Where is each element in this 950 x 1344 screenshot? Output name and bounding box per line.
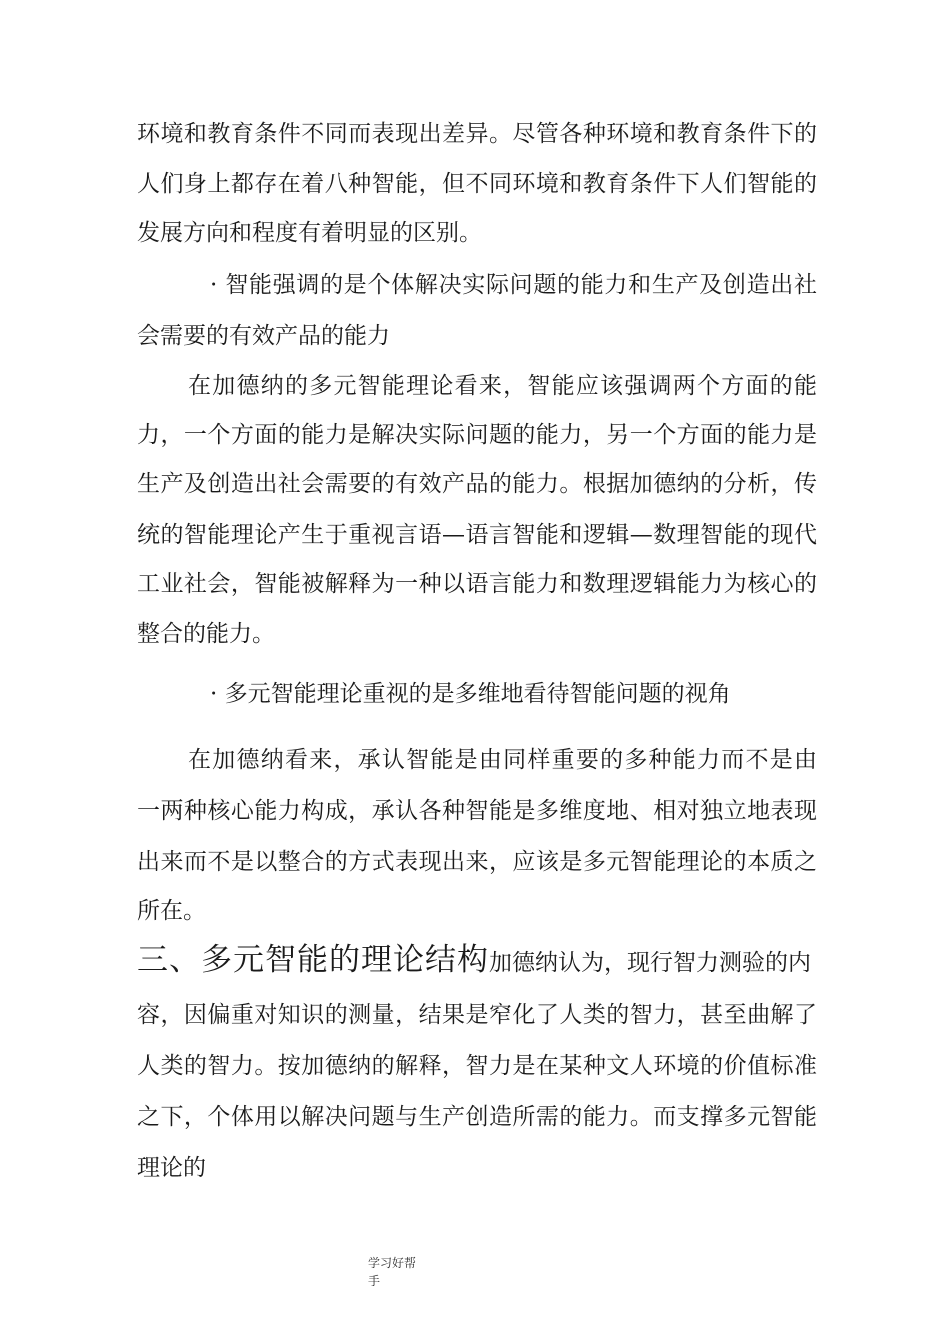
paragraph-line: 环境和教育条件不同而表现出差异。尽管各种环境和教育条件下的 [137,121,817,147]
paragraph-line: 整合的能力。 [137,621,275,647]
paragraph-line: 之下，个体用以解决问题与生产创造所需的能力。而支撑多元智能 [137,1104,817,1130]
paragraph-line: 人类的智力。按加德纳的解释，智力是在某种文人环境的价值标准 [137,1053,817,1079]
paragraph-line: 出来而不是以整合的方式表现出来，应该是多元智能理论的本质之 [137,849,817,875]
footer-text: 手 [368,1274,381,1288]
paragraph-line: 所在。 [137,898,206,924]
paragraph-line: 人们身上都存在着八种智能，但不同环境和教育条件下人们智能的 [137,171,817,197]
section-heading: 三、多元智能的理论结构 [137,942,489,978]
paragraph-line: 工业社会，智能被解释为一种以语言能力和数理逻辑能力为核心的 [137,571,817,597]
section-heading-continuation: 加德纳认为，现行智力测验的内 [489,950,811,976]
paragraph-line: 生产及创造出社会需要的有效产品的能力。根据加德纳的分析，传 [137,471,817,497]
section-heading-line [137,944,817,979]
bullet-heading-line: 会需要的有效产品的能力 [137,323,390,349]
paragraph-line: 一两种核心能力构成，承认各种智能是多维度地、相对独立地表现 [137,798,817,824]
paragraph-line: 在加德纳的多元智能理论看来，智能应该强调两个方面的能 [188,373,817,399]
paragraph-line: 统的智能理论产生于重视言语—语言智能和逻辑—数理智能的现代 [137,522,817,548]
paragraph-line: 在加德纳看来，承认智能是由同样重要的多种能力而不是由 [188,747,817,773]
footer-text: 学习好帮 [368,1256,417,1270]
paragraph-line: 理论的 [137,1155,206,1181]
bullet-heading-line: · 多元智能理论重视的是多维地看待智能问题的视角 [210,681,731,707]
paragraph-line: 力，一个方面的能力是解决实际问题的能力，另一个方面的能力是 [137,422,817,448]
paragraph-line: 容，因偏重对知识的测量，结果是窄化了人类的智力，甚至曲解了 [137,1002,817,1028]
paragraph-line: 发展方向和程度有着明显的区别。 [137,220,482,246]
bullet-heading-line: · 智能强调的是个体解决实际问题的能力和生产及创造出社 [210,272,817,298]
